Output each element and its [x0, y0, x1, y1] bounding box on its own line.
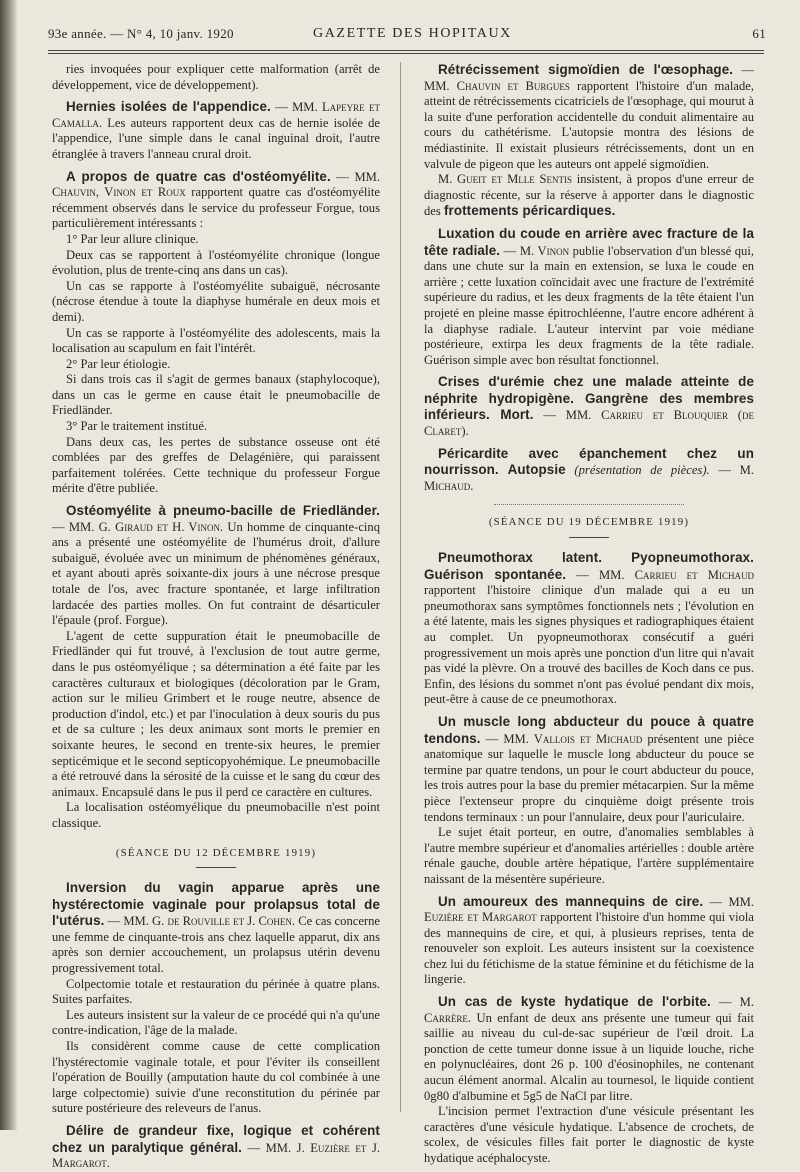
paragraph: Un cas se rapporte à l'ostéomyélite subaiguë, nécrosante (nécrose étendue à toute la diaphyse humérale en deux mois et demi). — [52, 278, 380, 324]
article-authors: M. Vinon — [519, 243, 570, 258]
article-body: Un homme de cinquante-cinq ans a présenté une ostéomyélite de l'humérus droit, d'allure subaiguë, évoluée avec un minimum de phénomènes généraux, et ayant abouti après soixante-dix jours à une nécrose presque totale de l'os, avec fracture spontanée, et large infiltration lardacée des parties molles. On fut contraint de désarticuler l'épaule (prof. Forgue). — [52, 519, 380, 628]
article-body: rapportent l'histoire d'un homme qui viola des mannequins de cire, et qui, à plusieurs reprises, tenta de renouveler son exploit. Les auteurs insistent sur la coexistence chez lui du fétichisme de la statue féminine et du fétichisme de la lingerie. — [424, 910, 754, 987]
article-subtitle: (présentation de pièces). — [574, 463, 710, 478]
session-heading: (SÉANCE DU 19 DÉCEMBRE 1919) — [488, 516, 690, 529]
paragraph: Ils considèrent comme cause de cette complication l'hystérectomie vaginale totale, et pour l'éviter ils conseillent l'opération de Bouilly (amputation haute du col combinée à une large colpectomie) suivie d'une reconstitution du périnée par suture postérieure des releveurs de l'anus. — [52, 1039, 380, 1116]
article-title: Crises d'urémie chez une malade atteinte de néphrite hydropigène. Gangrène des membres inférieurs. Mort. — [424, 374, 754, 423]
paragraph: Si dans trois cas il s'agit de germes banaux (staphylocoque), dans un cas le germe en cause était le pneumobacille de Friedländer. — [52, 372, 380, 418]
left-column — [52, 62, 380, 1172]
article-authors: MM. Carrieu et Michaud — [598, 567, 754, 582]
article-title: Hernies isolées de l'appendice. — [66, 99, 271, 115]
article-title: Pneumothorax latent. Pyopneumothorax. Guérison spontanée. — [424, 550, 754, 582]
paragraph: 1° Par leur allure clinique. — [66, 231, 199, 246]
article-delire-grandeur: Délire de grandeur fixe, logique et cohérent chez un paralytique général. — MM. J. Euzière et J. Margarot. — [52, 1123, 380, 1171]
page-header — [48, 26, 776, 48]
page-binding-edge — [0, 0, 18, 1130]
article-authors: MM. Carrieu et Blouquier (de Claret). — [424, 408, 754, 439]
paragraph — [424, 172, 754, 220]
article-body: publie l'observation d'un blessé qui, dans une chute sur la main en extension, se luxa le coude en arrière ; cette luxation coïncidait avec une fracture de l'extrémité supérieure du radius, et les deux fragments de la tête étaient l'un projeté en pleine masse épitrochléenne, l'autre encore adhérent à la diaphyse radiale. L'auteur intervint par voie médiane postérieure, extirpa les deux fragments de la tête radiale. Guérison simple avec bon résultat fonctionnel. — [424, 243, 754, 367]
article-title: A propos de quatre cas d'ostéomyélite. — [66, 168, 331, 184]
article-kyste-hydatique: Un cas de kyste hydatique de l'orbite. — M. Carrère. Un enfant de deux ans présente une tumeur qui fait saillie au niveau du cul-de-sac supérieur de l'œil droit. La ponction de cette tumeur donne issue à un liquide louche, riche en polynucléaires, dont 26 p. 100 d'éosinophiles, ne contenant aucun élément anormal. Alcalin au tournesol, le liquide contient 0g80 d'albumine et 5g5 de NaCl par litre. — [424, 994, 754, 1103]
article-title: Un amoureux des mannequins de cire. — [438, 893, 704, 909]
article-mannequins: Un amoureux des mannequins de cire. — MM. Euzière et Margarot rapportent l'histoire d'un homme qui viola des mannequins de cire, et qui, à plusieurs reprises, tenta de renouveler son exploit. Les auteurs insistent sur la coexistence chez lui du fétichisme de la statue féminine et du fétichisme de la lingerie. — [424, 893, 755, 987]
article-authors: MM. G. de Rouville et J. Cohen. — [123, 914, 296, 929]
paragraph: Les auteurs insistent sur la valeur de ce procédé qui n'a qu'une contre-indication, l'âge de la malade. — [52, 1007, 380, 1038]
article-title: Un muscle long abducteur du pouce à quatre tendons. — [424, 713, 754, 746]
header-rule-second — [48, 53, 764, 54]
article-authors: MM. Chauvin et Burgues — [424, 78, 570, 93]
paragraph: Deux cas se rapportent à l'ostéomyélite chronique (longue évolution, plus de trente-cinq ans dans un cas). — [52, 247, 380, 278]
article-inversion-vagin: Inversion du vagin apparue après une hystérectomie vaginale pour prolapsus total de l'utérus. — MM. G. de Rouville et J. Cohen. Ce cas concerne une femme de cinquante-trois ans chez laquelle apparut, dix ans après son dernier accouchement, un prolapsus utérin devenu progressivement total. — [52, 880, 381, 976]
article-authors: M. Gueit et Mlle Sentis — [438, 172, 572, 187]
session-heading: (SÉANCE DU 12 DÉCEMBRE 1919) — [115, 846, 317, 859]
article-authors: MM. Chauvin, Vinon et Roux — [52, 169, 380, 200]
article-authors: MM. Lapeyre et Camalla. — [52, 100, 380, 130]
section-separator — [494, 504, 684, 505]
article-authors: M. Carrère. — [424, 995, 754, 1025]
article-hernies: Hernies isolées de l'appendice. — MM. Lapeyre et Camalla. Les auteurs rapportent deux cas de hernie isolée de l'appendice, l'une simple dans le canal inguinal droit, l'autre étranglée à travers l'anneau crural droit. — [52, 99, 380, 161]
article-retrecissement-oesophage: Rétrécissement sigmoïdien de l'œsophage. — MM. Chauvin et Burgues rapportent l'histoire d'un malade, atteint de rétrécissements cicatriciels de l'œsophage, qui mourut à la suite d'une perforation accidentelle du conduit alimentaire au cours du cathétérisme. L'autopsie montra des lésions de médiastinite. Il existait plusieurs rétrécissements, dont un en valvule de pigeon que les auteurs ont appelé sigmoïdien. — [424, 62, 754, 171]
paragraph: Colpectomie totale et restauration du périnée à quatre plans. Suites parfaites. — [52, 976, 380, 1007]
article-body: Ce cas concerne une femme de cinquante-trois ans chez laquelle apparut, dix ans après son dernier accouchement, un prolapsus utérin devenu progressivement total. — [52, 914, 381, 976]
article-osteomyelite-quatre-cas: A propos de quatre cas d'ostéomyélite. — MM. Chauvin, Vinon et Roux rapportent quatre cas d'ostéomyélite récemment observés dans le service du professeur Forgue, tous particulièrement intéressants : — [52, 168, 380, 231]
article-title: Luxation du coude en arrière avec fracture de la tête radiale. — [424, 225, 754, 258]
short-rule — [569, 537, 609, 538]
article-authors: — M. Michaud. — [424, 463, 755, 493]
article-title: Péricardite avec épanchement chez un nourrisson. Autopsie — [424, 445, 754, 478]
paragraph-text: insistent, à propos d'une erreur de diagnostic récente, sur la réserve à apporter dans le diagnostic des — [424, 172, 754, 219]
article-body: rapportent l'histoire clinique d'un malade qui a eu un pneumothorax sans symptômes fonctionnels nets ; l'évolution en a été latente, mais les signes physiques et radiographiques étaient au complet. Un pyopneumothorax consécutif a guéri progressivement un mois après une ponction d'un litre qui n'avait pas vidé la plèvre. On a trouvé des bacilles de Koch dans ce pus. Enfin, des lésions du sommet n'ont pas évolué pendant dix mois, peut-être à cause de ce pneumothorax. — [424, 583, 754, 707]
article-title: Un cas de kyste hydatique de l'orbite. — [438, 994, 711, 1010]
paragraph: L'incision permet l'extraction d'une vésicule présentant les caractères d'une vésicule hydatique. L'absence de crochets, de scolex, de vésicules filles fait porter le diagnostic de kyste hydatique acéphalocyste. — [424, 1104, 754, 1165]
article-body: présentent une pièce anatomique sur laquelle le muscle long abducteur du pouce se termine par quatre tendons, un pour le court abducteur du pouce, les trois autres pour la base du premier métacarpien. Sur la même pièce l'extenseur propre du cinquième doigt présente trois tendons terminaux : un pour l'annulaire, deux pour l'auriculaire. — [424, 731, 754, 824]
continued-text: ries invoquées pour expliquer cette malformation (arrêt de développement, vice de développement). — [52, 62, 380, 92]
article-pericardite — [424, 446, 754, 495]
article-body: rapportent quatre cas d'ostéomyélite récemment observés dans le service du professeur Forgue, tous particulièrement intéressants : — [52, 185, 380, 231]
article-authors: MM. J. Euzière et J. Margarot. — [52, 1140, 380, 1171]
article-authors: MM. Vallois et Michaud — [503, 731, 643, 746]
emphasis-term: frottements péricardiques. — [443, 203, 616, 219]
paragraph: Le sujet était porteur, en outre, d'anomalies semblables à l'autre membre supérieur et d'anomalies artérielles : double artère rénale gauche, double artère hépatique, l'artère supplémentaire naissant de la mésentère supérieure. — [424, 825, 754, 886]
article-crises-uremie: Crises d'urémie chez une malade atteinte de néphrite hydropigène. Gangrène des membres inférieurs. Mort. — MM. Carrieu et Blouquier (de Claret). — [424, 374, 754, 439]
paragraph: L'agent de cette suppuration était le pneumobacille de Friedländer qui fut trouvé, à l'exclusion de tout autre germe, dans le pus ostéomyélique ; sa détermination a été faite par les caractères culturaux et biologiques (décoloration par le Gram, action sur le milieu Grimbert et le rouge neutre, absence de production d'indol, etc.) et par l'inoculation à deux souris du pus et de sa culture ; les deux animaux sont morts le premier en soixante heures, le second en trente-six heures, le premier septicémique et le second septicopyohémique. Le pneumobacille a été retrouvé dans la sérosité de la cuisse et le sang du cœur des animaux. Encapsulé dans le pus il perd ce caractère en cultures. — [52, 628, 380, 799]
article-osteomyelite-friedlander: Ostéomyélite à pneumo-bacille de Friedländer. — MM. G. Giraud et H. Vinon. Un homme de cinquante-cinq ans a présenté une ostéomyélite de l'humérus droit, d'allure subaiguë, évoluée avec un minimum de phénomènes généraux, et ayant abouti après soixante-dix jours à une nécrose presque totale de l'os, avec fracture spontanée, et large infiltration lardacée des parties molles. On fut contraint de désarticuler l'épaule (prof. Forgue). — [52, 503, 380, 628]
article-title: Ostéomyélite à pneumo-bacille de Friedländer. — [66, 503, 380, 519]
paragraph: 3° Par le traitement institué. — [66, 419, 208, 434]
article-muscle-abducteur: Un muscle long abducteur du pouce à quatre tendons. — MM. Vallois et Michaud présentent une pièce anatomique sur laquelle le muscle long abducteur du pouce se termine par quatre tendons, un pour le court abducteur du pouce, les trois autres pour la base du premier métacarpien. Sur la même pièce l'extenseur propre du cinquième doigt présente trois tendons terminaux : un pour l'annulaire, deux pour l'auriculaire. — [424, 713, 754, 824]
article-authors: MM. Euzière et Margarot — [424, 894, 755, 925]
article-body: rapportent l'histoire d'un malade, atteint de rétrécissements cicatriciels de l'œsophage, qui mourut à la suite d'une perforation accidentelle du conduit alimentaire au cours du cathétérisme. L'autopsie montra des lésions de médiastinite. Il existait plusieurs rétrécissements, dont un en valvule de pigeon que les auteurs ont appelé sigmoïdien. — [424, 78, 754, 171]
journal-title: GAZETTE DES HOPITAUX — [313, 26, 512, 41]
paragraph: 2° Par leur étiologie. — [66, 356, 171, 371]
header-rule — [48, 50, 764, 51]
article-title: Inversion du vagin apparue après une hystérectomie vaginale pour prolapsus total de l'utérus. — [52, 880, 380, 929]
paragraph: Un cas se rapporte à l'ostéomyélite des adolescents, mais la localisation au scapulum en fait l'intérêt. — [52, 325, 380, 356]
column-divider — [400, 62, 401, 1112]
article-luxation-coude: Luxation du coude en arrière avec fracture de la tête radiale. — M. Vinon publie l'observation d'un blessé qui, dans une chute sur la main en extension, se luxa le coude en arrière ; cette luxation coïncidait avec une fracture de l'extrémité supérieure du radius, et les deux fragments de la tête étaient l'un projeté en pleine masse épitrochléenne, l'autre encore adhérent à la diaphyse radiale. L'auteur intervint par voie médiane postérieure, extirpa les deux fragments de la tête radiale. Guérison simple avec bon résultat fonctionnel. — [424, 225, 754, 367]
right-column — [424, 62, 754, 1167]
paragraph: Dans deux cas, les pertes de substance osseuse ont été comblées par des greffes de Delagénière, qui paraissent parfaitement tolérées. Cette technique du professeur Forgue mérite d'être publiée. — [52, 434, 380, 496]
page-number: 61 — [752, 26, 766, 41]
article-authors: MM. G. Giraud et H. Vinon. — [68, 519, 224, 534]
short-rule — [196, 867, 236, 868]
article-body: Les auteurs rapportent deux cas de hernie isolée de l'appendice, l'une simple dans le canal inguinal droit, l'autre étranglée à travers l'anneau crural droit. — [52, 115, 380, 161]
issue-info: 93e année. — N° 4, 10 janv. 1920 — [48, 26, 234, 41]
paragraph: La localisation ostéomyélique du pneumobacille n'est point classique. — [52, 800, 380, 830]
article-title: Délire de grandeur fixe, logique et cohérent chez un paralytique général. — [52, 1123, 380, 1155]
article-pneumothorax: Pneumothorax latent. Pyopneumothorax. Guérison spontanée. — MM. Carrieu et Michaud rapportent l'histoire clinique d'un malade qui a eu un pneumothorax sans symptômes fonctionnels nets ; l'évolution en a été latente, mais les signes physiques et radiographiques étaient au complet. Un pyopneumothorax consécutif a guéri progressivement un mois après une ponction d'un litre qui n'avait pas vidé la plèvre. On a trouvé des bacilles de Koch dans ce pus. Enfin, des lésions du sommet n'ont pas évolué pendant dix mois, peut-être à cause de ce pneumothorax. — [424, 550, 754, 707]
article-title: Rétrécissement sigmoïdien de l'œsophage. — [438, 62, 734, 77]
article-body: Un enfant de deux ans présente une tumeur qui fait saillie au niveau du cul-de-sac supérieur de l'œil droit. La ponction de cette tumeur donne issue à un liquide louche, riche en polynucléaires, dont 26 p. 100 d'éosinophiles, ne contenant aucun élément anormal. Alcalin au tournesol, le liquide contient 0g80 d'albumine et 5g5 de NaCl par litre. — [424, 1010, 754, 1103]
